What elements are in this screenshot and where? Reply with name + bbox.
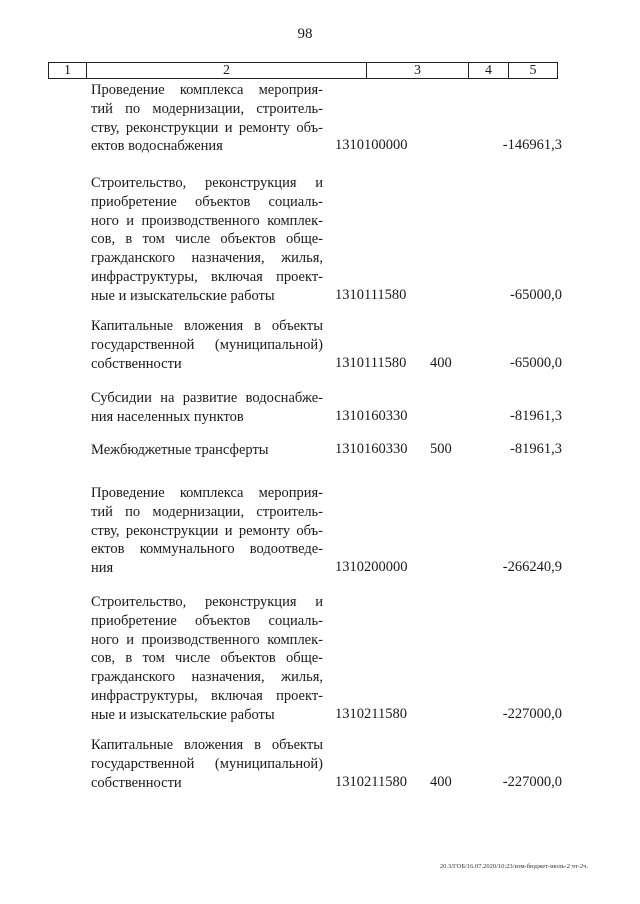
description-line: ния — [91, 560, 114, 577]
header-col-5: 5 — [529, 63, 537, 78]
description-line: Строительство, реконструкция и — [91, 175, 323, 191]
row-code: 1310200000 — [335, 559, 408, 576]
table-header-row — [48, 62, 558, 79]
row-amount: -227000,0 — [502, 705, 562, 722]
row-code: 1310111580 — [335, 354, 407, 371]
row-amount: -146961,3 — [502, 137, 562, 154]
footer-note: 20.3/ГОБ/16.07.2020/10:23/изм-бюджет-июль-2 чт-2ч. — [439, 863, 588, 870]
row-amount: -266240,9 — [502, 559, 562, 576]
description-line: приобретение объектов социаль- — [91, 612, 323, 629]
row-description — [91, 484, 323, 578]
row-code: 1310211580 — [335, 705, 407, 722]
row-code: 1310100000 — [335, 137, 408, 154]
description-line: государственной (муниципальной) — [91, 336, 323, 353]
description-line: Капитальные вложения в объекты — [91, 318, 323, 334]
description-line: сов, в том числе объектов обще- — [91, 650, 323, 667]
row-expense-type: 500 — [430, 441, 452, 457]
row-code: 1310160330 — [335, 407, 408, 424]
description-line: приобретение объектов социаль- — [91, 193, 323, 210]
description-line: собственности — [91, 355, 182, 372]
description-line: ству, реконструкции и ремонту объ- — [91, 119, 323, 136]
row-description — [91, 174, 323, 306]
description-line: ния населенных пунктов — [91, 408, 244, 425]
row-code: 1310160330 — [335, 441, 408, 457]
header-col-4: 4 — [469, 63, 509, 78]
row-code: 1310211580 — [335, 773, 407, 790]
description-line: тий по модернизации, строитель- — [91, 100, 323, 117]
row-description — [91, 736, 323, 792]
description-line: гражданского назначения, жилья, — [91, 669, 323, 686]
row-description — [91, 441, 323, 460]
description-line: ные и изыскательские работы — [91, 287, 275, 304]
description-line: ектов коммунального водоотведе- — [91, 541, 323, 558]
description-line: инфраструктуры, включая проект- — [91, 687, 323, 704]
description-line: Межбюджетные трансферты — [91, 442, 269, 458]
row-description — [91, 317, 323, 373]
description-line: Проведение комплекса мероприя- — [91, 82, 323, 98]
description-line: ного и производственного комплек- — [91, 631, 323, 648]
description-line: сов, в том числе объектов обще- — [91, 231, 323, 248]
row-amount: -65000,0 — [510, 286, 562, 303]
row-code: 1310111580 — [335, 286, 407, 303]
row-description — [91, 593, 323, 725]
description-line: тий по модернизации, строитель- — [91, 503, 323, 520]
description-line: инфраструктуры, включая проект- — [91, 268, 323, 285]
row-description — [91, 81, 323, 156]
description-line: Субсидии на развитие водоснабже- — [91, 390, 323, 406]
row-amount: -81961,3 — [510, 407, 562, 424]
description-line: государственной (муниципальной) — [91, 755, 323, 772]
description-line: Капитальные вложения в объекты — [91, 737, 323, 753]
page-number: 98 — [297, 26, 313, 42]
description-line: ного и производственного комплек- — [91, 212, 323, 229]
header-col-1: 1 — [49, 63, 87, 78]
row-amount: -65000,0 — [510, 354, 562, 371]
row-expense-type: 400 — [430, 773, 452, 790]
description-line: ные и изыскательские работы — [91, 706, 275, 723]
row-expense-type: 400 — [430, 354, 452, 371]
header-col-3: 3 — [367, 63, 469, 78]
description-line: собственности — [91, 774, 182, 791]
row-description — [91, 389, 323, 427]
row-amount: -227000,0 — [502, 773, 562, 790]
header-col-2: 2 — [87, 63, 367, 78]
description-line: ектов водоснабжения — [91, 138, 223, 155]
description-line: гражданского назначения, жилья, — [91, 250, 323, 267]
row-amount: -81961,3 — [510, 441, 562, 457]
description-line: ству, реконструкции и ремонту объ- — [91, 522, 323, 539]
description-line: Проведение комплекса мероприя- — [91, 485, 323, 501]
description-line: Строительство, реконструкция и — [91, 594, 323, 610]
